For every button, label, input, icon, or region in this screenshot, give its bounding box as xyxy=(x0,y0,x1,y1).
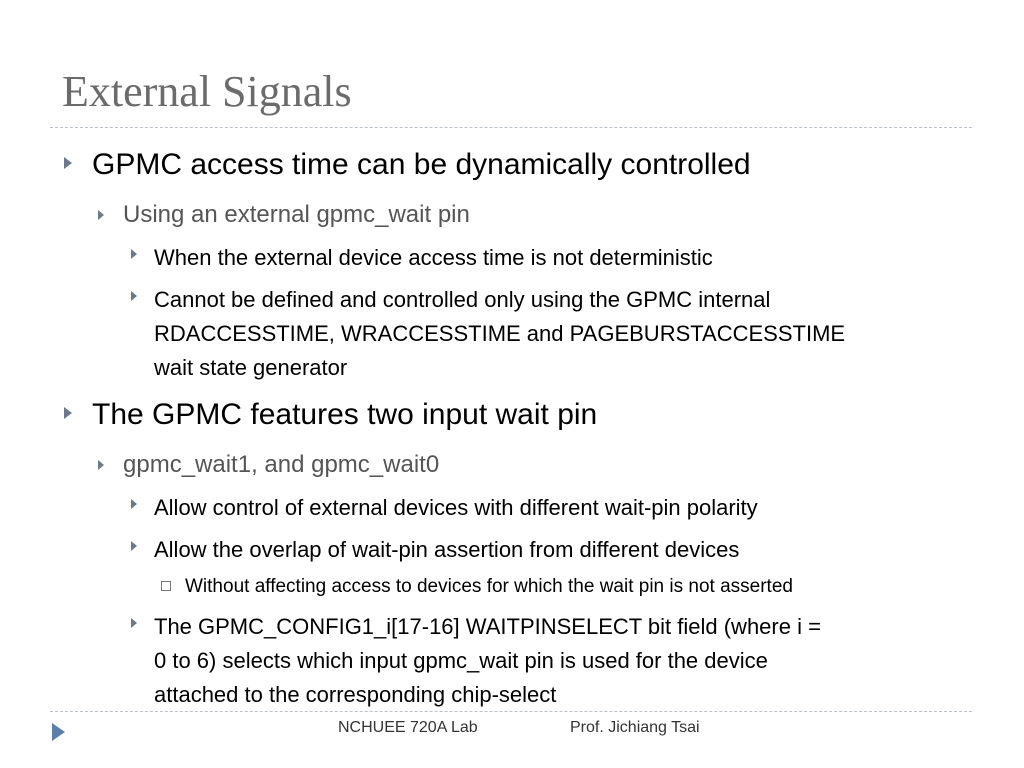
triangle-bullet-icon xyxy=(131,249,137,259)
triangle-bullet-icon xyxy=(131,541,137,551)
bullet-wait-pin-polarity xyxy=(154,491,758,525)
triangle-bullet-icon xyxy=(64,157,72,169)
footer-author: Prof. Jichiang Tsai xyxy=(570,719,700,736)
bullet-two-wait-pins xyxy=(92,397,597,433)
bullet-gpmc-access-time xyxy=(92,147,751,183)
bullet-external-wait-pin xyxy=(123,200,470,230)
bullet-text: Allow control of external devices with different wait-pin polarity xyxy=(154,495,758,520)
next-slide-arrow-icon[interactable] xyxy=(52,723,65,741)
triangle-bullet-icon xyxy=(98,210,104,220)
bullet-text: Without affecting access to devices for which the wait pin is not asserted xyxy=(185,576,793,597)
bullet-text: GPMC access time can be dynamically controlled xyxy=(92,148,751,181)
bullet-text: When the external device access time is not deterministic xyxy=(154,245,713,270)
bullet-line: The GPMC_CONFIG1_i[17-16] WAITPINSELECT bit field (where i = xyxy=(154,614,821,639)
triangle-bullet-icon xyxy=(131,291,137,301)
bullet-text: Using an external gpmc_wait pin xyxy=(123,201,470,228)
bullet-waitpinselect xyxy=(154,610,821,712)
bullet-wait1-wait0 xyxy=(123,450,439,480)
square-bullet-icon xyxy=(161,581,171,591)
bullet-line: 0 to 6) selects which input gpmc_wait pin is used for the device xyxy=(154,648,768,673)
slide-title: External Signals xyxy=(62,67,352,116)
bullet-line: wait state generator xyxy=(154,355,348,380)
bullet-not-deterministic xyxy=(154,241,713,275)
triangle-bullet-icon xyxy=(98,460,104,470)
bullet-wait-pin-overlap xyxy=(154,533,739,567)
bullet-line: Cannot be defined and controlled only using the GPMC internal xyxy=(154,287,771,312)
bullet-text: The GPMC features two input wait pin xyxy=(92,398,598,431)
bullet-cannot-be-defined xyxy=(154,283,845,385)
triangle-bullet-icon xyxy=(64,407,72,419)
triangle-bullet-icon xyxy=(131,499,137,509)
bullet-line: RDACCESSTIME, WRACCESSTIME and PAGEBURSTACCESSTIME xyxy=(154,321,846,346)
bullet-text: gpmc_wait1, and gpmc_wait0 xyxy=(123,451,440,478)
triangle-bullet-icon xyxy=(131,618,137,628)
bullet-text: Allow the overlap of wait-pin assertion from different devices xyxy=(154,537,740,562)
bullet-without-affecting xyxy=(185,575,793,599)
bullet-line: attached to the corresponding chip-select xyxy=(154,682,557,707)
footer-lab: NCHUEE 720A Lab xyxy=(338,719,478,736)
title-divider xyxy=(50,127,972,128)
footer-divider xyxy=(50,711,972,712)
